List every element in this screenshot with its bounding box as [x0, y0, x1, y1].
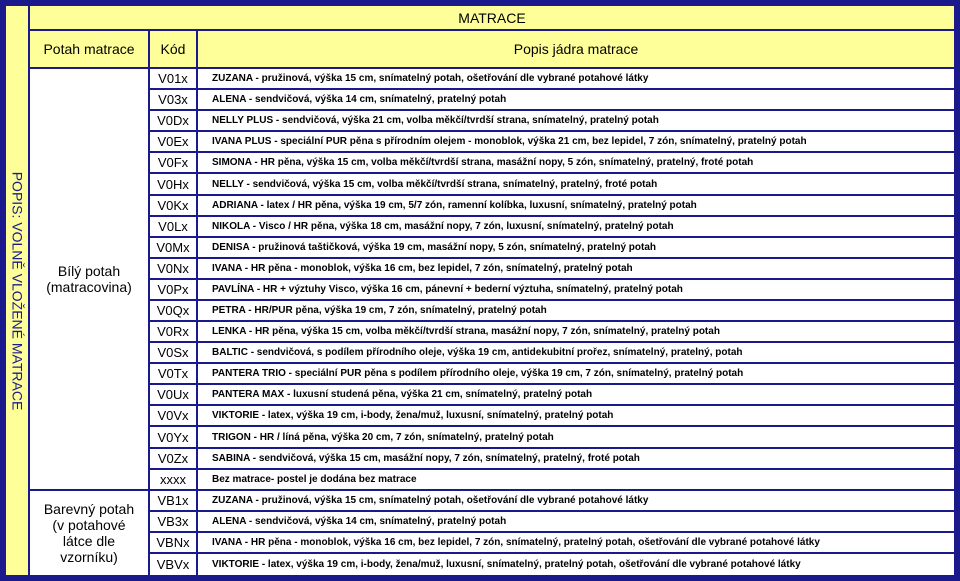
row-description: ALENA - sendvičová, výška 14 cm, snímatelný, pratelný potah — [198, 512, 954, 531]
row-description: LENKA - HR pěna, výška 15 cm, volba měkčí/tvrdší strana, masážní nopy, 7 zón, snímatelný, pratelný potah — [198, 322, 954, 341]
column-header-code: Kód — [150, 31, 196, 67]
row-code: V0Lx — [150, 217, 196, 236]
row-code: V03x — [150, 90, 196, 109]
row-code: V0Ex — [150, 132, 196, 151]
row-description: ALENA - sendvičová, výška 14 cm, snímatelný, pratelný potah — [198, 90, 954, 109]
row-description: ADRIANA - latex / HR pěna, výška 19 cm, 5/7 zón, ramenní kolíbka, luxusní, snímatelný, pratelný potah — [198, 196, 954, 215]
row-description: VIKTORIE - latex, výška 19 cm, i-body, žena/muž, luxusní, snímatelný, pratelný potah, ošetřování dle vybrané potahové látky — [198, 554, 954, 575]
table-title: MATRACE — [30, 6, 954, 29]
row-code: V0Fx — [150, 153, 196, 172]
row-code: V0Hx — [150, 174, 196, 194]
row-description: PANTERA TRIO - speciální PUR pěna s podílem přírodního oleje, výška 19 cm, 7 zón, snímatelný, pratelný potah — [198, 364, 954, 383]
row-description: IVANA PLUS - speciální PUR pěna s přírodním olejem - monoblok, výška 21 cm, bez lepidel, 7 zón, snímatelný, pratelný potah — [198, 132, 954, 151]
cover-group-label: Bílý potah (matracovina) — [46, 263, 132, 295]
row-description: IVANA - HR pěna - monoblok, výška 16 cm, bez lepidel, 7 zón, snímatelný, pratelný potah, ošetřování dle vybrané potahové látky — [198, 533, 954, 552]
row-code: V0Dx — [150, 111, 196, 130]
row-description: PAVLÍNA - HR + výztuhy Visco, výška 16 cm, pánevní + bederní výztuha, snímatelný, pratelný potah — [198, 280, 954, 299]
row-description: PETRA - HR/PUR pěna, výška 19 cm, 7 zón, snímatelný, pratelný potah — [198, 301, 954, 320]
row-code: V0Qx — [150, 301, 196, 320]
row-code: VBVx — [150, 554, 196, 575]
side-label-cell — [6, 6, 28, 575]
row-code: VB1x — [150, 491, 196, 510]
row-code: V0Sx — [150, 343, 196, 362]
row-code: VB3x — [150, 512, 196, 531]
side-label: POPIS: VOLNĚ VLOŽENÉ MATRACE — [9, 171, 26, 410]
row-code: V0Vx — [150, 406, 196, 425]
row-code: V0Kx — [150, 196, 196, 215]
cover-group-cell — [30, 491, 148, 575]
row-code: VBNx — [150, 533, 196, 552]
row-description: DENISA - pružinová taštičková, výška 19 cm, masážní nopy, 5 zón, snímatelný, pratelný potah — [198, 238, 954, 257]
row-description: VIKTORIE - latex, výška 19 cm, i-body, žena/muž, luxusní, snímatelný, pratelný potah — [198, 406, 954, 425]
row-description: PANTERA MAX - luxusní studená pěna, výška 21 cm, snímatelný, pratelný potah — [198, 385, 954, 404]
row-description: SABINA - sendvičová, výška 15 cm, masážní nopy, 7 zón, snímatelný, pratelný, froté potah — [198, 449, 954, 468]
row-description: NIKOLA - Visco / HR pěna, výška 18 cm, masážní nopy, 7 zón, luxusní, snímatelný, pratelný potah — [198, 217, 954, 236]
row-code: V0Mx — [150, 238, 196, 257]
row-code: V01x — [150, 69, 196, 88]
cover-group-cell — [30, 69, 148, 489]
row-code: xxxx — [150, 470, 196, 489]
row-code: V0Zx — [150, 449, 196, 468]
row-code: V0Tx — [150, 364, 196, 383]
cover-group-label: Barevný potah (v potahové látce dle vzorníku) — [43, 501, 135, 565]
row-description: Bez matrace- postel je dodána bez matrace — [198, 470, 954, 489]
row-description: TRIGON - HR / líná pěna, výška 20 cm, 7 zón, snímatelný, pratelný potah — [198, 427, 954, 447]
row-code: V0Yx — [150, 427, 196, 447]
row-code: V0Px — [150, 280, 196, 299]
row-description: ZUZANA - pružinová, výška 15 cm, snímatelný potah, ošetřování dle vybrané potahové látky — [198, 491, 954, 510]
row-description: NELLY PLUS - sendvičová, výška 21 cm, volba měkčí/tvrdší strana, snímatelný, pratelný potah — [198, 111, 954, 130]
column-header-description: Popis jádra matrace — [198, 31, 954, 67]
column-header-cover: Potah matrace — [30, 31, 148, 67]
row-code: V0Rx — [150, 322, 196, 341]
row-description: NELLY - sendvičová, výška 15 cm, volba měkčí/tvrdší strana, snímatelný, pratelný, froté potah — [198, 174, 954, 194]
row-description: SIMONA - HR pěna, výška 15 cm, volba měkčí/tvrdší strana, masážní nopy, 5 zón, snímatelný, pratelný, froté potah — [198, 153, 954, 172]
row-code: V0Nx — [150, 259, 196, 278]
row-description: BALTIC - sendvičová, s podílem přírodního oleje, výška 19 cm, antidekubitní prořez, snímatelný, pratelný, potah — [198, 343, 954, 362]
row-description: IVANA - HR pěna - monoblok, výška 16 cm, bez lepidel, 7 zón, snímatelný, pratelný potah — [198, 259, 954, 278]
row-description: ZUZANA - pružinová, výška 15 cm, snímatelný potah, ošetřování dle vybrané potahové látky — [198, 69, 954, 88]
row-code: V0Ux — [150, 385, 196, 404]
